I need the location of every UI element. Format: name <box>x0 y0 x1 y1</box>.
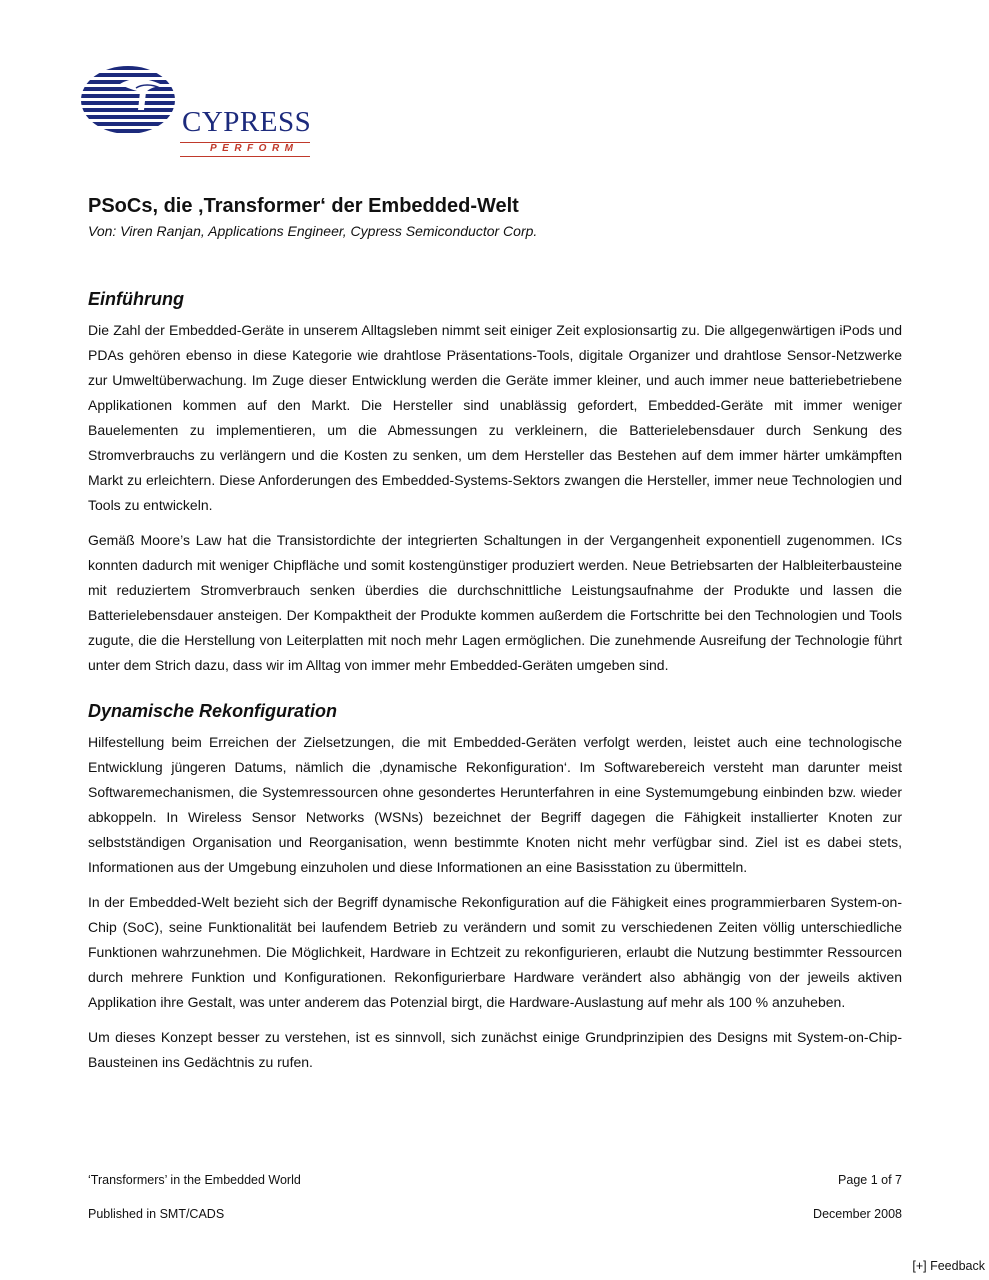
document-title: PSoCs, die ‚Transformer‘ der Embedded-Welt <box>88 195 519 217</box>
footer-document-name: ‘Transformers’ in the Embedded World <box>88 1173 301 1187</box>
footer-publication: Published in SMT/CADS <box>88 1207 225 1221</box>
cypress-logo <box>80 64 312 160</box>
paragraph: Hilfestellung beim Erreichen der Zielsetzungen, die mit Embedded-Geräten verfolgt werden, leistet auch eine technologische Entwicklung jüngeren Datums, nämlich die ‚dynamische Rekonfiguration‘. Im Softwarebereich versteht man darunter meist Softwaremechanismen, die Systemressourcen ohne gesondertes Herunterfahren in eine Systemumgebung einbinden bzw. wieder abkoppeln. In Wireless Sensor Networks (WSNs) bezeichnet der Begriff dagegen die Fähigkeit installierter Knoten zur selbstständigen Organisation und Reorganisation, wenn bestimmte Knoten nicht mehr verfügbar sind. Ziel ist es dabei stets, Informationen aus der Umgebung einzuholen und diese Informationen an eine Basisstation zu übermitteln. <box>88 734 902 875</box>
logo-tagline: PERFORM <box>210 143 299 154</box>
logo-wordmark: CYPRESS <box>182 106 312 138</box>
cypress-globe-icon <box>80 64 176 136</box>
feedback-link[interactable]: [+] Feedback <box>912 1259 985 1273</box>
document-body <box>88 286 902 1085</box>
paragraph: In der Embedded-Welt bezieht sich der Begriff dynamische Rekonfiguration auf die Fähigkeit eines programmierbaren System-on-Chip (SoC), seine Funktionalität bei laufendem Betrieb zu verändern und somit zu verschiedenen Zeiten völlig unterschiedliche Funktionen wahrzunehmen. Die Möglichkeit, Hardware in Echtzeit zu rekonfigurieren, erlaubt die Nutzung bestimmter Ressourcen durch mehrere Funktion und Konfigurationen. Rekonfigurierbare Hardware verändert also abhängig von der jeweils aktiven Applikation ihre Gestalt, was unter anderem das Potenzial birgt, die Hardware-Auslastung auf mehr als 100 % anzuheben. <box>88 894 902 1010</box>
logo-rule-bottom <box>180 156 310 157</box>
paragraph: Die Zahl der Embedded-Geräte in unserem Alltagsleben nimmt seit einiger Zeit explosionsartig zu. Die allgegenwärtigen iPods und PDAs gehören ebenso in diese Kategorie wie drahtlose Präsentations-Tools, digitale Organizer und drahtlose Sensor-Netzwerke zur Umweltüberwachung. Im Zuge dieser Entwicklung werden die Geräte immer kleiner, und auch immer neue batteriebetriebene Applikationen kommen auf den Markt. Die Hersteller sind unablässig gefordert, Embedded-Geräte mit immer weniger Bauelementen zu implementieren, um die Abmessungen zu verkleinern, die Batterielebensdauer durch Senkung des Stromverbrauchs zu verlängern und die Kosten zu senken, um dem Hersteller das Bestehen auf dem immer härter umkämpften Markt zu erleichtern. Diese Anforderungen des Embedded-Systems-Sektors zwangen die Hersteller, immer neue Technologien und Tools zu entwickeln. <box>88 322 902 513</box>
author-byline: Von: Viren Ranjan, Applications Engineer, Cypress Semiconductor Corp. <box>88 223 538 239</box>
paragraph: Gemäß Moore’s Law hat die Transistordichte der integrierten Schaltungen in der Vergangenheit exponentiell zugenommen. ICs konnten dadurch mit weniger Chipfläche und somit kostengünstiger produziert werden. Neue Betriebsarten der Halbleiterbausteine mit reduziertem Stromverbrauch senken überdies die durchschnittliche Leistungsaufnahme der Produkte und lassen die Batterielebensdauer ansteigen. Der Kompaktheit der Produkte kommen außerdem die Fortschritte bei den Technologien und Tools zugute, die die Herstellung von Leiterplatten mit noch mehr Lagen ermöglichen. Die zunehmende Ausreifung der Technologie führt unter dem Strich dazu, dass wir im Alltag von immer mehr Embedded-Geräten umgeben sind. <box>88 532 902 673</box>
section-heading-dynamic-reconfiguration: Dynamische Rekonfiguration <box>88 701 338 721</box>
section-heading-introduction: Einführung <box>88 289 184 309</box>
paragraph: Um dieses Konzept besser zu verstehen, ist es sinnvoll, sich zunächst einige Grundprinzipien des Designs mit System-on-Chip-Bausteinen ins Gedächtnis zu rufen. <box>88 1029 902 1070</box>
footer-page-number: Page 1 of 7 <box>838 1173 902 1187</box>
footer-date: December 2008 <box>813 1207 902 1221</box>
